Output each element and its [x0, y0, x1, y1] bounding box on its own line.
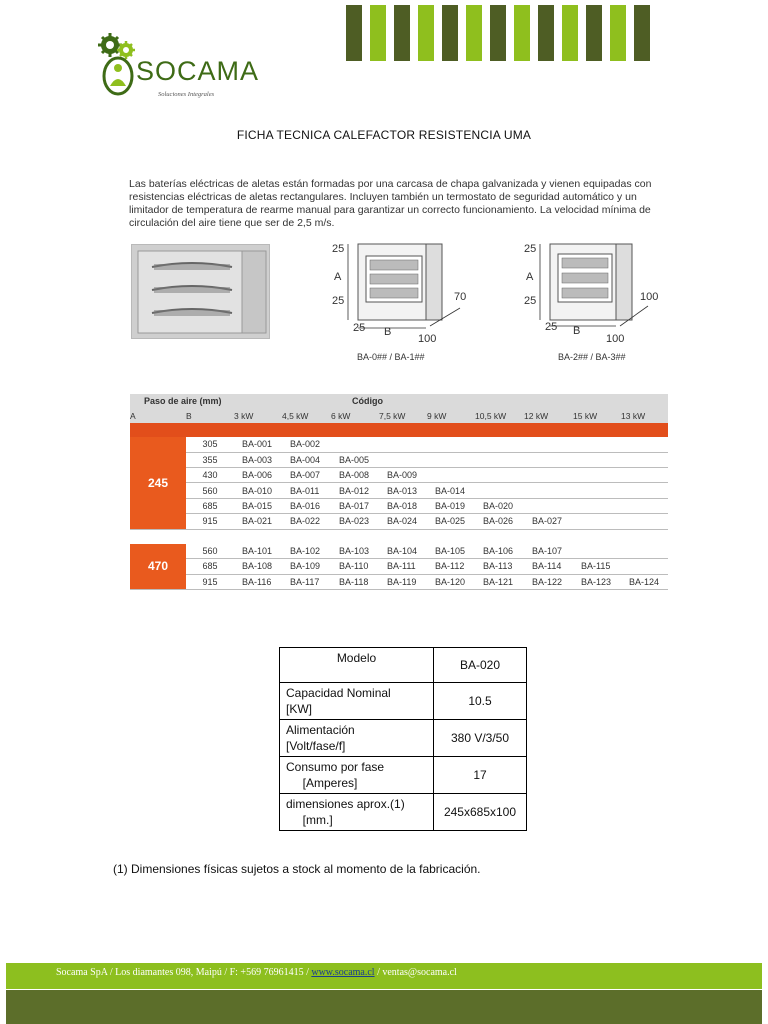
code-cell: BA-014 — [427, 483, 475, 498]
stripe — [562, 5, 578, 61]
spec-label: Consumo por fase [Amperes] — [280, 757, 434, 794]
code-cell: BA-005 — [331, 452, 379, 467]
codes-table — [130, 394, 668, 590]
table-row — [130, 452, 668, 467]
spec-label: Modelo — [280, 648, 434, 683]
diagram-ba-2-3 — [520, 236, 670, 346]
code-cell — [573, 514, 621, 529]
product-photo — [131, 244, 270, 339]
stripe — [394, 5, 410, 61]
code-cell: BA-114 — [524, 559, 573, 574]
code-cell: BA-016 — [282, 498, 331, 513]
code-cell: BA-113 — [475, 559, 524, 574]
group-a-value: 245 — [130, 437, 186, 529]
code-cell: BA-010 — [234, 483, 282, 498]
b-value: 915 — [186, 514, 234, 529]
code-cell — [573, 467, 621, 482]
code-cell — [621, 559, 668, 574]
code-cell — [524, 437, 573, 452]
table-row — [130, 437, 668, 452]
code-cell — [475, 437, 524, 452]
code-cell: BA-009 — [379, 467, 427, 482]
gear-logo-icon — [96, 30, 140, 96]
header-stripes — [346, 5, 676, 61]
code-cell: BA-015 — [234, 498, 282, 513]
spec-label: dimensiones aprox.(1) [mm.] — [280, 794, 434, 831]
dim-label: 25 — [332, 243, 345, 255]
dim-label: B — [384, 326, 392, 338]
code-cell — [427, 452, 475, 467]
b-value: 685 — [186, 498, 234, 513]
code-cell: BA-019 — [427, 498, 475, 513]
spec-row — [280, 683, 527, 720]
dim-label: 25 — [545, 321, 558, 333]
header-power: 6 kW — [331, 408, 379, 422]
code-cell: BA-018 — [379, 498, 427, 513]
code-cell — [475, 483, 524, 498]
code-cell — [621, 467, 668, 482]
code-cell: BA-021 — [234, 514, 282, 529]
logo-wordmark: SOCAMA — [136, 56, 260, 86]
logo-tagline: Soluciones Integrales — [158, 91, 215, 98]
dim-label: 100 — [418, 333, 437, 345]
code-cell: BA-006 — [234, 467, 282, 482]
code-cell: BA-025 — [427, 514, 475, 529]
code-cell: BA-001 — [234, 437, 282, 452]
table-row — [130, 544, 668, 559]
b-value: 685 — [186, 559, 234, 574]
code-cell — [475, 467, 524, 482]
stripe — [442, 5, 458, 61]
code-cell: BA-022 — [282, 514, 331, 529]
b-value: 355 — [186, 452, 234, 467]
b-value: 915 — [186, 574, 234, 589]
code-cell — [524, 452, 573, 467]
stripe — [610, 5, 626, 61]
code-cell — [621, 544, 668, 559]
dim-label: 70 — [454, 291, 467, 303]
code-cell: BA-123 — [573, 574, 621, 589]
code-cell: BA-118 — [331, 574, 379, 589]
b-value: 560 — [186, 544, 234, 559]
spec-row — [280, 794, 527, 831]
code-cell — [573, 452, 621, 467]
table-row — [130, 514, 668, 529]
b-value: 560 — [186, 483, 234, 498]
code-cell: BA-124 — [621, 574, 668, 589]
dim-label: 100 — [640, 291, 659, 303]
spec-value: 10.5 — [434, 683, 527, 720]
code-cell — [621, 514, 668, 529]
dim-label: A — [334, 271, 342, 283]
code-cell — [475, 452, 524, 467]
footer-bottom-band — [6, 990, 762, 1024]
code-cell: BA-117 — [282, 574, 331, 589]
stripe — [346, 5, 362, 61]
footer-website-link[interactable]: www.socama.cl — [311, 967, 375, 978]
dim-label: 25 — [524, 243, 537, 255]
stripe — [490, 5, 506, 61]
code-cell: BA-105 — [427, 544, 475, 559]
diagram-caption-left: BA-0## / BA-1## — [357, 352, 425, 362]
spec-row — [280, 757, 527, 794]
code-cell: BA-122 — [524, 574, 573, 589]
document-title: FICHA TECNICA CALEFACTOR RESISTENCIA UMA — [236, 128, 532, 142]
header-power: 4,5 kW — [282, 408, 331, 422]
footnote: (1) Dimensiones físicas sujetos a stock al momento de la fabricación. — [113, 862, 481, 876]
dim-label: 25 — [353, 322, 366, 334]
stripe — [634, 5, 650, 61]
header-col-b: B — [186, 408, 234, 422]
stripe — [418, 5, 434, 61]
header-power: 7,5 kW — [379, 408, 427, 422]
spec-value: 380 V/3/50 — [434, 720, 527, 757]
header-power: 15 kW — [573, 408, 621, 422]
code-cell: BA-011 — [282, 483, 331, 498]
code-cell — [621, 498, 668, 513]
dim-label: 100 — [606, 333, 625, 345]
code-cell: BA-106 — [475, 544, 524, 559]
header-power: 10,5 kW — [475, 408, 524, 422]
code-cell: BA-008 — [331, 467, 379, 482]
code-cell: BA-116 — [234, 574, 282, 589]
dim-label: B — [573, 325, 581, 337]
code-cell: BA-119 — [379, 574, 427, 589]
dim-label: 25 — [524, 295, 537, 307]
stripe — [538, 5, 554, 61]
table-row — [130, 467, 668, 482]
code-cell: BA-024 — [379, 514, 427, 529]
intro-paragraph: Las baterías eléctricas de aletas están formadas por una carcasa de chapa galvanizada y vienen equipadas con resistencias eléctricas de aletas rectangulares. Incluyen también un termostato de seguridad automático y un limitador de temperatura de rearme manual para garantizar un correcto funcionamiento. La velocidad mínima de circulación del aire tiene que ser de 2,5 m/s. — [129, 178, 652, 229]
code-cell: BA-109 — [282, 559, 331, 574]
diagram-ba-0-1 — [326, 236, 486, 346]
dim-label: 25 — [332, 295, 345, 307]
spec-value: BA-020 — [434, 648, 527, 683]
code-cell — [524, 467, 573, 482]
code-cell: BA-101 — [234, 544, 282, 559]
code-cell: BA-004 — [282, 452, 331, 467]
code-cell: BA-104 — [379, 544, 427, 559]
code-cell: BA-107 — [524, 544, 573, 559]
code-cell — [427, 437, 475, 452]
code-cell: BA-115 — [573, 559, 621, 574]
header-codigo: Código — [282, 394, 668, 408]
spec-value: 245x685x100 — [434, 794, 527, 831]
code-cell: BA-120 — [427, 574, 475, 589]
code-cell: BA-017 — [331, 498, 379, 513]
code-cell: BA-020 — [475, 498, 524, 513]
table-row — [130, 483, 668, 498]
code-cell — [427, 467, 475, 482]
code-cell — [621, 483, 668, 498]
code-cell: BA-012 — [331, 483, 379, 498]
code-cell: BA-002 — [282, 437, 331, 452]
table-row — [130, 559, 668, 574]
code-cell: BA-026 — [475, 514, 524, 529]
code-cell — [573, 544, 621, 559]
code-cell: BA-111 — [379, 559, 427, 574]
code-cell — [524, 498, 573, 513]
stripe — [370, 5, 386, 61]
header-power: 13 kW — [621, 408, 668, 422]
dim-label: A — [526, 271, 534, 283]
code-cell — [621, 437, 668, 452]
model-spec-table — [279, 647, 527, 831]
code-cell: BA-027 — [524, 514, 573, 529]
table-header-row — [130, 394, 668, 408]
spec-label: Capacidad Nominal [KW] — [280, 683, 434, 720]
table-row — [130, 574, 668, 589]
spec-label: Alimentación [Volt/fase/f] — [280, 720, 434, 757]
diagram-caption-right: BA-2## / BA-3## — [558, 352, 626, 362]
spec-row — [280, 648, 527, 683]
code-cell: BA-108 — [234, 559, 282, 574]
code-cell — [379, 452, 427, 467]
footer-text — [56, 967, 457, 978]
code-cell: BA-007 — [282, 467, 331, 482]
code-cell — [621, 452, 668, 467]
spec-row — [280, 720, 527, 757]
code-cell — [573, 498, 621, 513]
code-cell — [573, 483, 621, 498]
code-cell: BA-013 — [379, 483, 427, 498]
stripe — [466, 5, 482, 61]
group-a-value: 470 — [130, 544, 186, 590]
header-power: 3 kW — [234, 408, 282, 422]
header-power: 12 kW — [524, 408, 573, 422]
code-cell: BA-003 — [234, 452, 282, 467]
code-cell — [524, 483, 573, 498]
code-cell — [573, 437, 621, 452]
b-value: 430 — [186, 467, 234, 482]
code-cell: BA-121 — [475, 574, 524, 589]
code-cell — [379, 437, 427, 452]
code-cell: BA-110 — [331, 559, 379, 574]
b-value: 305 — [186, 437, 234, 452]
header-col-a: A — [130, 408, 186, 422]
footer-address: Socama SpA / Los diamantes 098, Maipú / F: +569 76961415 / — [56, 967, 312, 978]
table-subheader-row — [130, 408, 668, 422]
code-cell: BA-023 — [331, 514, 379, 529]
code-cell — [331, 437, 379, 452]
spec-value: 17 — [434, 757, 527, 794]
footer-email: / ventas@socama.cl — [374, 967, 457, 978]
stripe — [586, 5, 602, 61]
stripe — [514, 5, 530, 61]
code-cell: BA-112 — [427, 559, 475, 574]
header-power: 9 kW — [427, 408, 475, 422]
table-row — [130, 498, 668, 513]
code-cell: BA-102 — [282, 544, 331, 559]
code-cell: BA-103 — [331, 544, 379, 559]
header-paso: Paso de aire (mm) — [130, 394, 282, 408]
